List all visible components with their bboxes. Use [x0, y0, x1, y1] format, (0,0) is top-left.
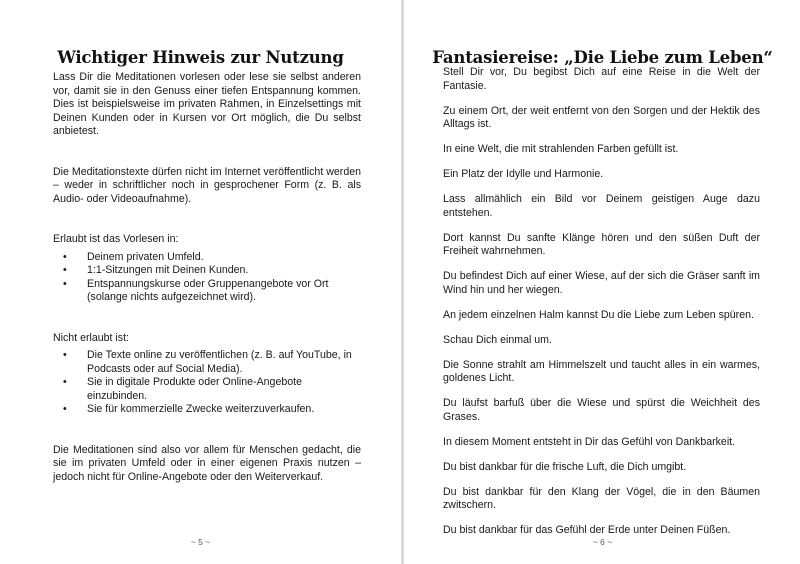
list-item: • Deinem privaten Umfeld.	[53, 251, 361, 265]
page-body	[53, 71, 361, 498]
paragraph: Dort kannst Du sanfte Klänge hören und den süßen Duft der Freiheit wahrnehmen.	[443, 231, 760, 257]
paragraph: Die Sonne strahlt am Himmelszelt und taucht alles in ein warmes, goldenes Licht.	[443, 358, 760, 384]
page-title: Fantasiereise: „Die Liebe zum Leben“	[432, 48, 773, 68]
list-item: • Sie in digitale Produkte oder Online-Angebote einzubinden.	[53, 376, 361, 403]
conclusion-paragraph: Die Meditationen sind also vor allem für Menschen gedacht, die sie im privaten Umfeld oder in einer eigenen Praxis nutzen – jedoch nicht für Online-Angebote oder den Weiterverkauf.	[53, 443, 361, 483]
paragraph: In eine Welt, die mit strahlenden Farben gefüllt ist.	[443, 143, 679, 155]
list-item: • Die Texte online zu veröffentlichen (z. B. auf YouTube, in Podcasts oder auf Social Media).	[53, 349, 361, 376]
intro-paragraph: Lass Dir die Meditationen vorlesen oder lese sie selbst anderen vor, damit sie in den Genuss einer tiefen Entspannung kommen. Dies ist beispielsweise im privaten Rahmen, in Einzelsettings mit Deinen Kunden oder in Kursen vor Ort möglich, die Du selbst anbietest.	[53, 71, 361, 137]
paragraph: Lass allmählich ein Bild vor Deinem geistigen Auge dazu entstehen.	[443, 193, 760, 219]
page-body	[443, 66, 760, 549]
page-number: ~ 5 ~	[190, 537, 211, 547]
not-allowed-heading: Nicht erlaubt ist:	[53, 331, 129, 344]
restriction-paragraph: Die Meditationstexte dürfen nicht im Internet veröffentlicht werden – weder in schriftlicher noch in gesprochener Form (z. B. als Audio- oder Videoaufnahme).	[53, 165, 361, 205]
page-title: Wichtiger Hinweis zur Nutzung	[57, 48, 344, 68]
paragraph: Du läufst barfuß über die Wiese und spürst die Weichheit des Grases.	[443, 397, 760, 423]
paragraph: Schau Dich einmal um.	[443, 333, 552, 346]
list-item: • 1:1-Sitzungen mit Deinen Kunden.	[53, 264, 361, 278]
paragraph: Zu einem Ort, der weit entfernt von den Sorgen und der Hektik des Alltags ist.	[443, 104, 760, 130]
paragraph: In diesem Moment entsteht in Dir das Gefühl von Dankbarkeit.	[443, 435, 736, 448]
not-allowed-list	[53, 349, 361, 417]
paragraph: Du bist dankbar für die frische Luft, die Dich umgibt.	[443, 460, 687, 473]
paragraph: Du befindest Dich auf einer Wiese, auf der sich die Gräser sanft im Wind hin und her wiegen.	[443, 270, 760, 296]
paragraph: Du bist dankbar für das Gefühl der Erde unter Deinen Füßen.	[443, 524, 731, 536]
paragraph: Stell Dir vor, Du begibst Dich auf eine Reise in die Welt der Fantasie.	[443, 66, 760, 92]
list-item: • Entspannungskurse oder Gruppenangebote vor Ort (solange nichts aufgezeichnet wird).	[53, 278, 361, 305]
paragraph: Ein Platz der Idylle und Harmonie.	[443, 168, 604, 180]
paragraph: An jedem einzelnen Halm kannst Du die Liebe zum Leben spüren.	[443, 308, 754, 321]
allowed-heading: Erlaubt ist das Vorlesen in:	[53, 233, 179, 245]
list-item: • Sie für kommerzielle Zwecke weiterzuverkaufen.	[53, 403, 361, 417]
paragraph: Du bist dankbar für den Klang der Vögel, die in den Bäumen zwitschern.	[443, 485, 760, 511]
allowed-list	[53, 251, 361, 305]
right-page	[405, 0, 800, 564]
page-number: ~ 6 ~	[592, 537, 613, 547]
page-divider	[401, 0, 404, 564]
